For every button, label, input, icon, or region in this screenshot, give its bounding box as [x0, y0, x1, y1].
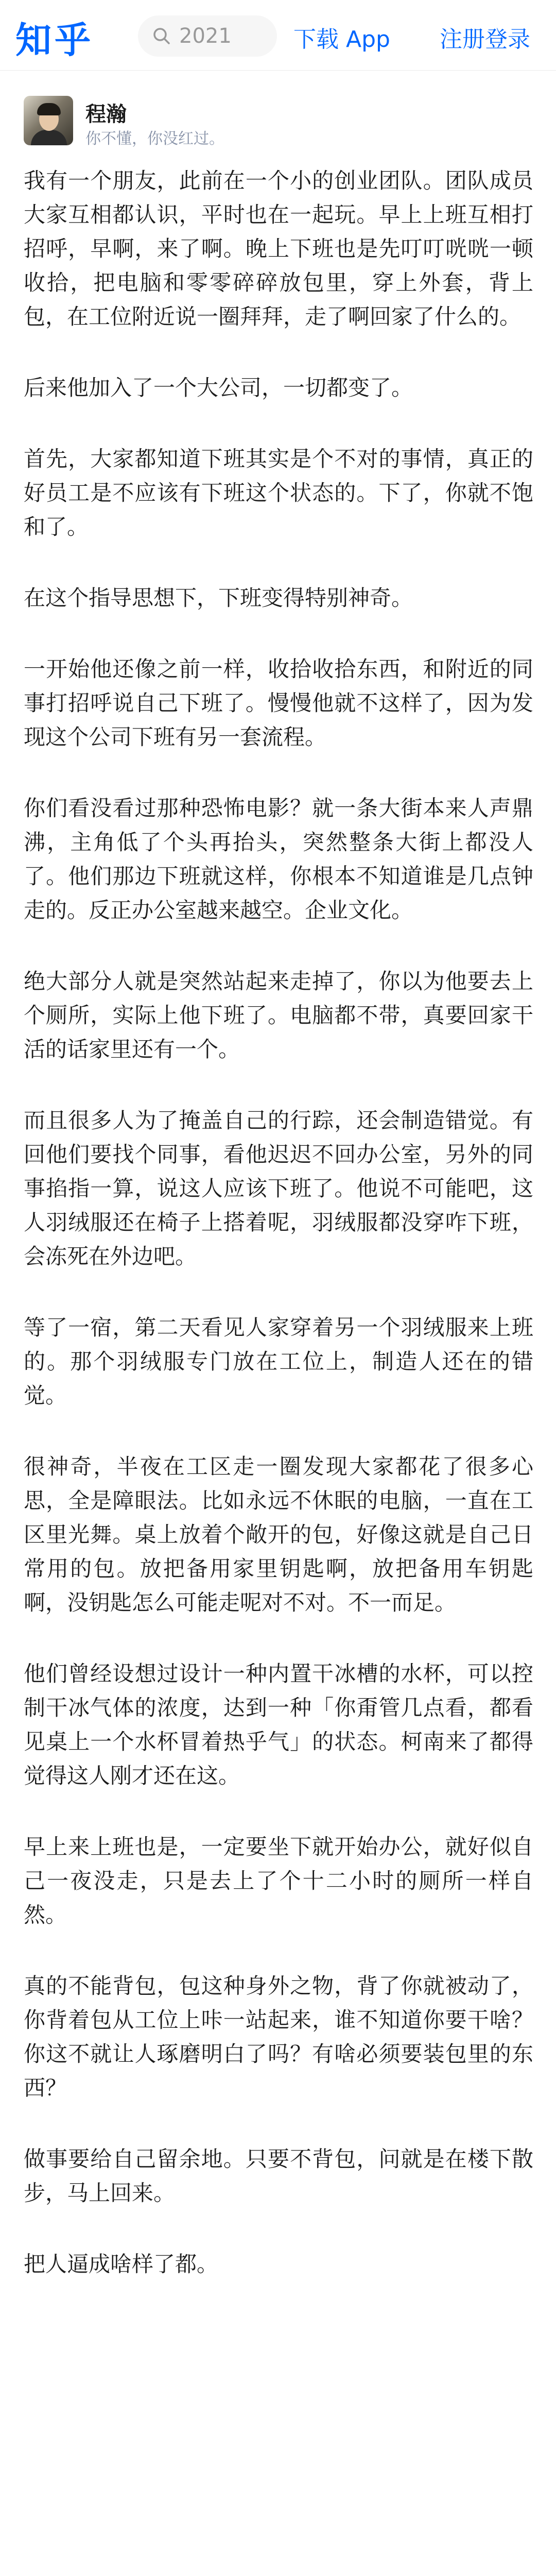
paragraph: 我有一个朋友，此前在一个小的创业团队。团队成员大家互相都认识，平时也在一起玩。早上上班互相打招呼，早啊，来了啊。晚上下班也是先叮叮咣咣一顿收拾，把电脑和零零碎碎放包里，穿上外套，背上包，在工位附近说一圈拜拜，走了啊回家了什么的。 — [24, 168, 533, 329]
paragraph: 很神奇，半夜在工区走一圈发现大家都花了很多心思，全是障眼法。比如永远不休眠的电脑，一直在工区里光舞。桌上放着个敞开的包，好像这就是自己日常用的包。放把备用家里钥匙啊，放把备用车钥匙啊，没钥匙怎么可能走呢对不对。不一而足。 — [24, 1454, 533, 1615]
paragraph: 早上来上班也是，一定要坐下就开始办公，就好似自己一夜没走，只是去上了个十二小时的厕所一样自然。 — [24, 1834, 533, 1927]
search-box[interactable] — [138, 15, 277, 57]
download-app-link[interactable]: 下载 App — [293, 26, 390, 53]
paragraph: 他们曾经设想过设计一种内置干冰槽的水杯，可以控制干冰气体的浓度，达到一种「你甭管几点看，都看见桌上一个水杯冒着热乎气」的状态。柯南来了都得觉得这人刚才还在这。 — [24, 1661, 533, 1788]
author-bio: 你不懂，你没红过。 — [85, 130, 224, 148]
zhihu-logo[interactable]: 知乎 — [15, 19, 94, 61]
search-icon — [152, 27, 171, 45]
search-placeholder: 2021 — [179, 24, 232, 48]
author-card — [24, 93, 538, 155]
paragraph: 把人逼成啥样了都。 — [24, 2251, 219, 2277]
paragraph: 在这个指导思想下，下班变得特别神奇。 — [24, 585, 413, 611]
paragraph: 做事要给自己留余地。只要不背包，问就是在楼下散步，马上回来。 — [24, 2146, 533, 2206]
paragraph: 绝大部分人就是突然站起来走掉了，你以为他要去上个厕所，实际上他下班了。电脑都不带，真要回家干活的话家里还有一个。 — [24, 969, 533, 1062]
author-name[interactable]: 程瀚 — [85, 103, 127, 126]
paragraph: 首先，大家都知道下班其实是个不对的事情，真正的好员工是不应该有下班这个状态的。下了，你就不饱和了。 — [24, 446, 533, 539]
avatar[interactable] — [24, 96, 73, 145]
article-body — [24, 164, 533, 2318]
paragraph: 真的不能背包，包这种身外之物，背了你就被动了，你背着包从工位上咔一站起来，谁不知道你要干啥？你这不就让人琢磨明白了吗？有啥必须要装包里的东西？ — [24, 1973, 533, 2100]
paragraph: 后来他加入了一个大公司，一切都变了。 — [24, 375, 413, 400]
paragraph: 等了一宿，第二天看见人家穿着另一个羽绒服来上班的。那个羽绒服专门放在工位上，制造人还在的错觉。 — [24, 1315, 533, 1408]
paragraph: 一开始他还像之前一样，收拾收拾东西，和附近的同事打招呼说自己下班了。慢慢他就不这样了，因为发现这个公司下班有另一套流程。 — [24, 656, 533, 750]
paragraph: 你们看没看过那种恐怖电影？就一条大街本来人声鼎沸，主角低了个头再抬头，突然整条大街上都没人了。他们那边下班就这样，你根本不知道谁是几点钟走的。反正办公室越来越空。企业文化。 — [24, 795, 533, 923]
register-login-link[interactable]: 注册登录 — [440, 26, 530, 53]
top-bar — [0, 0, 556, 71]
paragraph: 而且很多人为了掩盖自己的行踪，还会制造错觉。有回他们要找个同事，看他迟迟不回办公室，另外的同事掐指一算，说这人应该下班了。他说不可能吧，这人羽绒服还在椅子上搭着呢，羽绒服都没穿咋下班，会冻死在外边吧。 — [24, 1108, 533, 1269]
